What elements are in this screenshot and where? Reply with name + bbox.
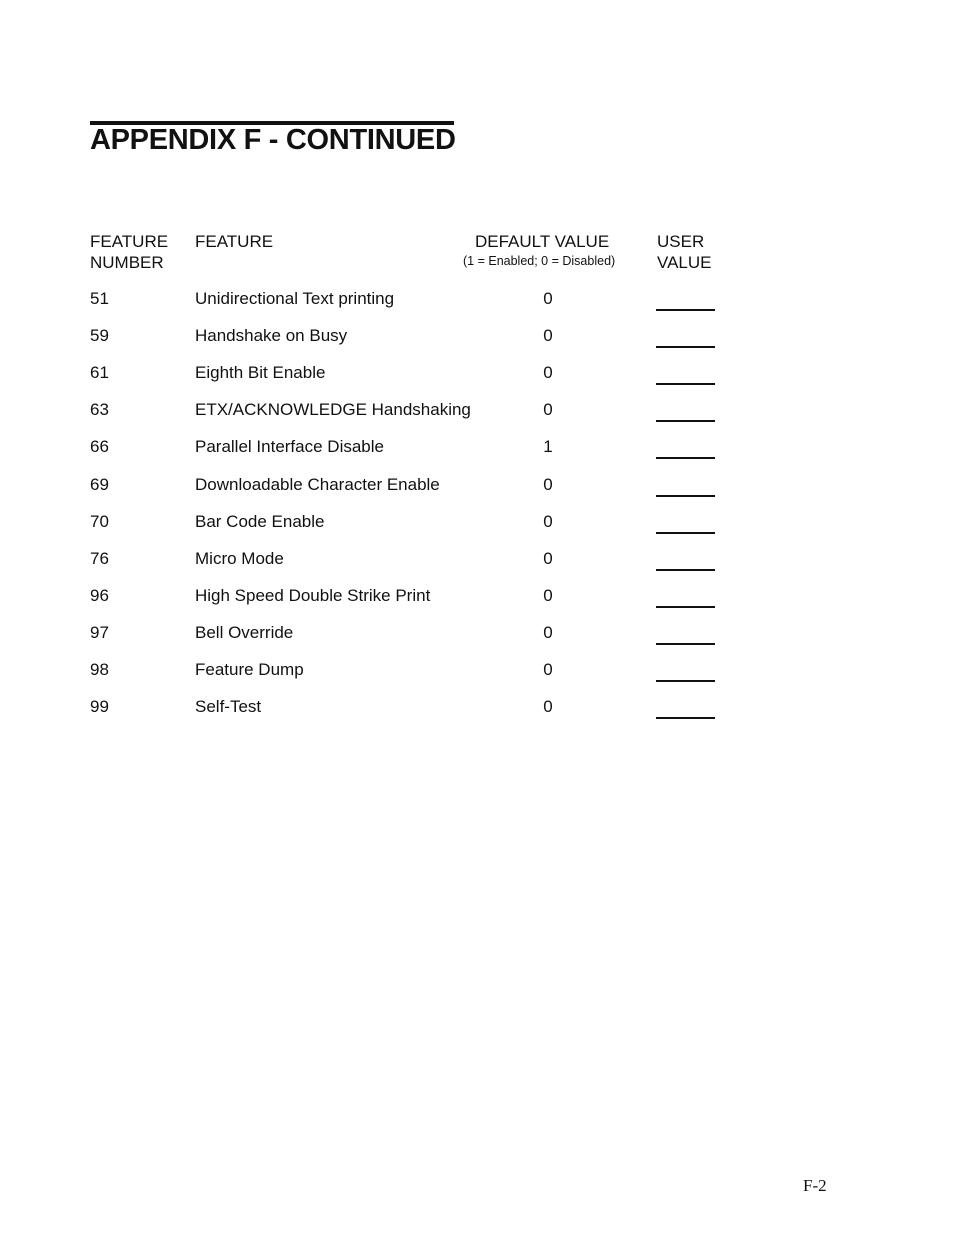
feature-name: Downloadable Character Enable bbox=[195, 475, 440, 494]
feature-number: 66 bbox=[90, 437, 109, 456]
page-title: APPENDIX F - CONTINUED bbox=[90, 124, 456, 156]
user-value-blank[interactable] bbox=[656, 643, 715, 645]
feature-number: 59 bbox=[90, 326, 109, 345]
table-row bbox=[0, 475, 954, 505]
feature-number: 98 bbox=[90, 660, 109, 679]
feature-number: 63 bbox=[90, 400, 109, 419]
feature-name: Self-Test bbox=[195, 697, 262, 716]
feature-number: 76 bbox=[90, 549, 109, 568]
user-value-header-line-1: USER bbox=[657, 232, 705, 251]
feature-name: Handshake on Busy bbox=[195, 326, 348, 345]
feature-name: ETX/ACKNOWLEDGE Handshaking bbox=[195, 400, 471, 419]
default-value-header: DEFAULT VALUE bbox=[475, 232, 610, 251]
default-value: 1 bbox=[543, 437, 553, 456]
table-row bbox=[0, 289, 954, 319]
feature-number-header-line-2: NUMBER bbox=[90, 253, 164, 272]
user-value-header bbox=[657, 231, 712, 273]
feature-number-header bbox=[90, 231, 168, 273]
default-value: 0 bbox=[543, 475, 553, 494]
feature-number: 96 bbox=[90, 586, 109, 605]
table-row bbox=[0, 326, 954, 356]
default-value: 0 bbox=[543, 289, 553, 308]
default-value: 0 bbox=[543, 363, 553, 382]
feature-number: 51 bbox=[90, 289, 109, 308]
default-value: 0 bbox=[543, 512, 553, 531]
user-value-blank[interactable] bbox=[656, 717, 715, 719]
default-value-note: (1 = Enabled; 0 = Disabled) bbox=[463, 254, 616, 268]
user-value-blank[interactable] bbox=[656, 495, 715, 497]
table-row bbox=[0, 437, 954, 467]
default-value: 0 bbox=[543, 549, 553, 568]
feature-name: Bar Code Enable bbox=[195, 512, 325, 531]
table-row bbox=[0, 623, 954, 653]
default-value: 0 bbox=[543, 697, 553, 716]
default-value: 0 bbox=[543, 660, 553, 679]
feature-name: Eighth Bit Enable bbox=[195, 363, 326, 382]
feature-name: High Speed Double Strike Print bbox=[195, 586, 431, 605]
table-row bbox=[0, 549, 954, 579]
feature-name: Micro Mode bbox=[195, 549, 284, 568]
feature-number: 99 bbox=[90, 697, 109, 716]
feature-number-header-line-1: FEATURE bbox=[90, 232, 169, 251]
user-value-blank[interactable] bbox=[656, 532, 715, 534]
page-number: F-2 bbox=[803, 1176, 827, 1195]
user-value-blank[interactable] bbox=[656, 606, 715, 608]
feature-number: 61 bbox=[90, 363, 109, 382]
table-row bbox=[0, 400, 954, 430]
feature-number: 70 bbox=[90, 512, 109, 531]
table-row bbox=[0, 660, 954, 690]
table-row bbox=[0, 586, 954, 616]
feature-name: Parallel Interface Disable bbox=[195, 437, 384, 456]
feature-header: FEATURE bbox=[195, 232, 274, 251]
table-row bbox=[0, 697, 954, 727]
user-value-blank[interactable] bbox=[656, 457, 715, 459]
user-value-blank[interactable] bbox=[656, 346, 715, 348]
feature-name: Bell Override bbox=[195, 623, 294, 642]
default-value: 0 bbox=[543, 326, 553, 345]
table-row bbox=[0, 512, 954, 542]
feature-number: 69 bbox=[90, 475, 109, 494]
user-value-blank[interactable] bbox=[656, 569, 715, 571]
default-value: 0 bbox=[543, 400, 553, 419]
feature-name: Unidirectional Text printing bbox=[195, 289, 395, 308]
user-value-blank[interactable] bbox=[656, 680, 715, 682]
feature-name: Feature Dump bbox=[195, 660, 304, 679]
user-value-blank[interactable] bbox=[656, 420, 715, 422]
default-value: 0 bbox=[543, 586, 553, 605]
feature-number: 97 bbox=[90, 623, 109, 642]
default-value: 0 bbox=[543, 623, 553, 642]
user-value-blank[interactable] bbox=[656, 383, 715, 385]
user-value-header-line-2: VALUE bbox=[657, 253, 712, 272]
table-row bbox=[0, 363, 954, 393]
user-value-blank[interactable] bbox=[656, 309, 715, 311]
